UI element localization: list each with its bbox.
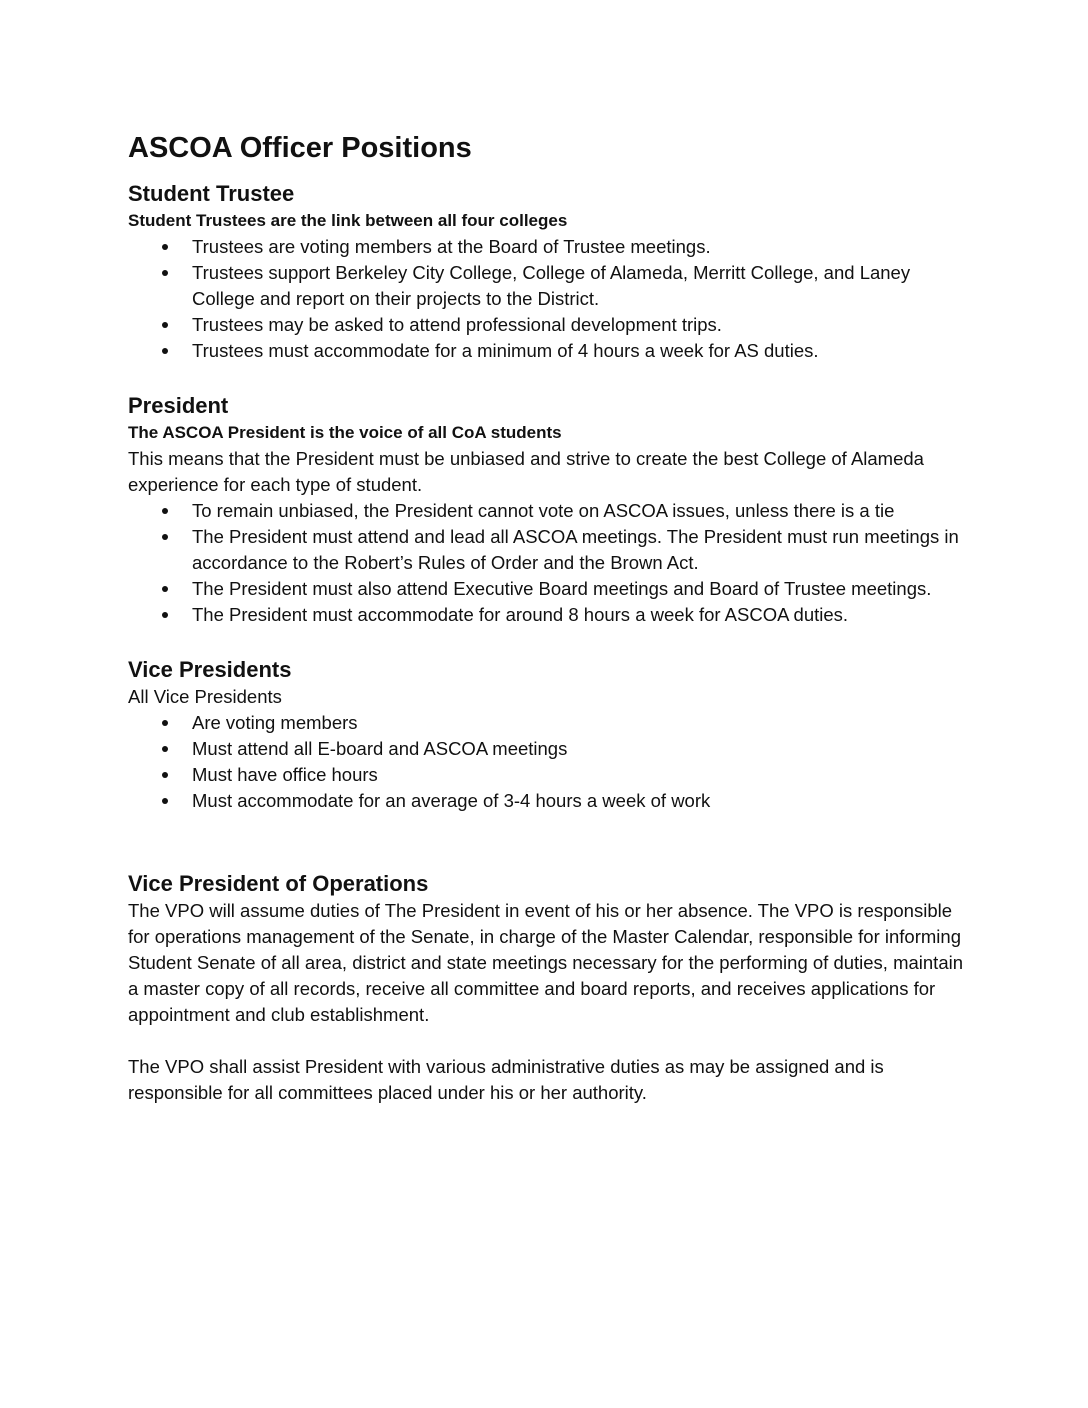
president-intro: This means that the President must be unbiased and strive to create the best College of Alameda experience for each type of student. (128, 448, 924, 495)
list-item: Must attend all E-board and ASCOA meetings (128, 736, 968, 762)
list-item: Must accommodate for an average of 3-4 hours a week of work (128, 788, 968, 814)
president-section (128, 392, 968, 628)
vice-presidents-intro: All Vice Presidents (128, 686, 282, 707)
page-title: ASCOA Officer Positions (128, 132, 472, 164)
list-item: The President must accommodate for around 8 hours a week for ASCOA duties. (128, 602, 968, 628)
list-item: Trustees may be asked to attend professional development trips. (128, 312, 968, 338)
list-item: Trustees are voting members at the Board of Trustee meetings. (128, 234, 968, 260)
list-item: The President must also attend Executive Board meetings and Board of Trustee meetings. (128, 576, 968, 602)
vice-presidents-heading: Vice Presidents (128, 657, 292, 682)
president-heading: President (128, 393, 229, 418)
list-item: To remain unbiased, the President cannot vote on ASCOA issues, unless there is a tie (128, 498, 968, 524)
president-subheading: The ASCOA President is the voice of all CoA students (128, 423, 562, 442)
vice-presidents-section (128, 656, 968, 814)
list-item: Are voting members (128, 710, 968, 736)
student-trustee-subheading: Student Trustees are the link between all four colleges (128, 211, 568, 230)
student-trustee-list (128, 234, 968, 364)
president-list (128, 498, 968, 628)
list-item: Must have office hours (128, 762, 968, 788)
list-item: Trustees support Berkeley City College, College of Alameda, Merritt College, and Laney College and report on their projects to the District. (128, 260, 968, 312)
document-page (128, 128, 968, 1106)
student-trustee-section (128, 180, 968, 364)
student-trustee-heading: Student Trustee (128, 181, 295, 206)
vpo-paragraph: The VPO will assume duties of The President in event of his or her absence. The VPO is responsible for operations management of the Senate, in charge of the Master Calendar, responsible for informing Student Senate of all area, district and state meetings necessary for the performing of duties, maintain a master copy of all records, receive all committee and board reports, and receives applications for appointment and club establishment. (128, 900, 964, 1025)
vpo-section (128, 870, 968, 1106)
vpo-paragraph: The VPO shall assist President with various administrative duties as may be assigned and is responsible for all committees placed under his or her authority. (128, 1056, 884, 1103)
vice-presidents-list (128, 710, 968, 814)
vpo-heading: Vice President of Operations (128, 871, 429, 896)
list-item: Trustees must accommodate for a minimum of 4 hours a week for AS duties. (128, 338, 968, 364)
list-item: The President must attend and lead all ASCOA meetings. The President must run meetings in accordance to the Robert’s Rules of Order and the Brown Act. (128, 524, 968, 576)
